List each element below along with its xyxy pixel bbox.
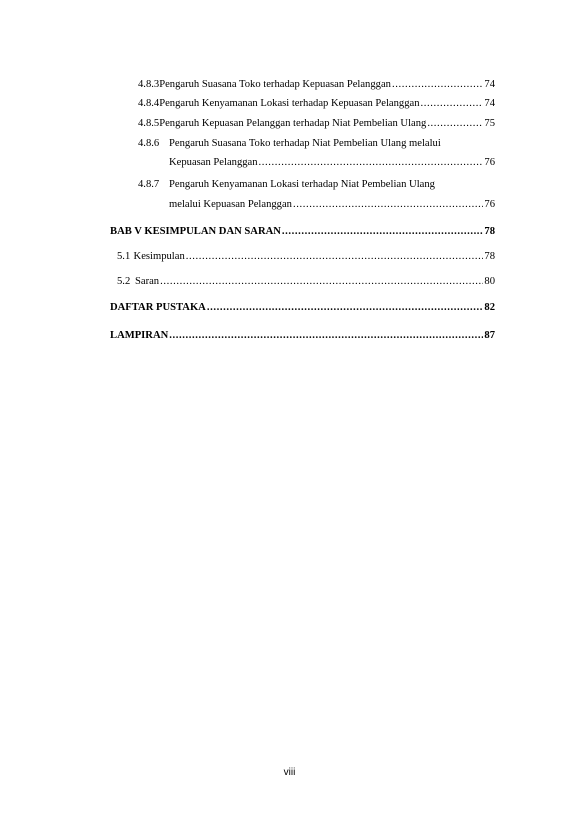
toc-entry[interactable] — [138, 78, 495, 92]
dot-leader — [186, 250, 484, 264]
toc-entry-title: BAB V KESIMPULAN DAN SARAN — [110, 226, 281, 237]
toc-entry-page: 74 — [484, 79, 495, 90]
toc-chapter-entry[interactable] — [110, 329, 495, 343]
toc-entry-page: 78 — [484, 251, 495, 262]
toc-entry[interactable] — [117, 275, 495, 289]
toc-entry-title: Pengaruh Kenyamanan Lokasi terhadap Niat Pembelian Ulang — [169, 179, 435, 190]
toc-entry-page: 76 — [484, 199, 495, 210]
toc-entry-page: 75 — [484, 118, 495, 129]
toc-chapter-entry[interactable] — [110, 225, 495, 239]
page-number-footer: viii — [283, 767, 296, 778]
dot-leader — [259, 156, 484, 170]
toc-entry-number: 5.2 — [117, 276, 131, 287]
toc-entry-title: Pengaruh Kepuasan Pelanggan terhadap Niat Pembelian Ulang — [159, 118, 427, 129]
dot-leader — [282, 225, 484, 239]
toc-entry[interactable] — [169, 156, 495, 170]
toc-entry-title: LAMPIRAN — [110, 330, 169, 341]
toc-entry-title: Pengaruh Suasana Toko terhadap Kepuasan Pelanggan — [159, 79, 391, 90]
toc-entry-title: Saran — [134, 276, 160, 287]
toc-entry-title: Pengaruh Kenyamanan Lokasi terhadap Kepuasan Pelanggan — [159, 98, 420, 109]
dot-leader — [392, 78, 483, 92]
toc-entry[interactable] — [138, 117, 495, 131]
dot-leader — [160, 275, 483, 289]
dot-leader — [293, 198, 483, 212]
toc-entry-title: Kesimpulan — [133, 251, 185, 262]
toc-entry[interactable] — [117, 250, 495, 264]
toc-entry-title: DAFTAR PUSTAKA — [110, 302, 206, 313]
toc-entry-first-line[interactable] — [138, 178, 435, 192]
dot-leader — [169, 329, 483, 343]
dot-leader — [207, 301, 484, 315]
toc-entry-title: Pengaruh Suasana Toko terhadap Niat Pembelian Ulang melalui — [169, 138, 441, 149]
toc-entry-title-continued: Kepuasan Pelanggan — [169, 157, 258, 168]
dot-leader — [421, 97, 484, 111]
toc-entry[interactable] — [138, 97, 495, 111]
toc-entry-page: 74 — [484, 98, 495, 109]
toc-entry-page: 80 — [484, 276, 495, 287]
dot-leader — [427, 117, 483, 131]
toc-entry-number: 4.8.3 — [138, 79, 160, 90]
toc-entry-title-continued: melalui Kepuasan Pelanggan — [169, 199, 292, 210]
toc-entry-page: 76 — [484, 157, 495, 168]
toc-entry[interactable] — [169, 198, 495, 212]
toc-chapter-entry[interactable] — [110, 301, 495, 315]
toc-entry-page: 82 — [484, 302, 495, 313]
toc-entry-first-line[interactable] — [138, 137, 441, 151]
toc-entry-number: 4.8.4 — [138, 98, 160, 109]
toc-entry-number: 4.8.5 — [138, 118, 160, 129]
toc-entry-page: 87 — [484, 330, 495, 341]
toc-entry-number: 5.1 — [117, 251, 131, 262]
toc-entry-number: 4.8.6 — [138, 138, 160, 149]
toc-entry-page: 78 — [484, 226, 495, 237]
toc-entry-number: 4.8.7 — [138, 179, 160, 190]
